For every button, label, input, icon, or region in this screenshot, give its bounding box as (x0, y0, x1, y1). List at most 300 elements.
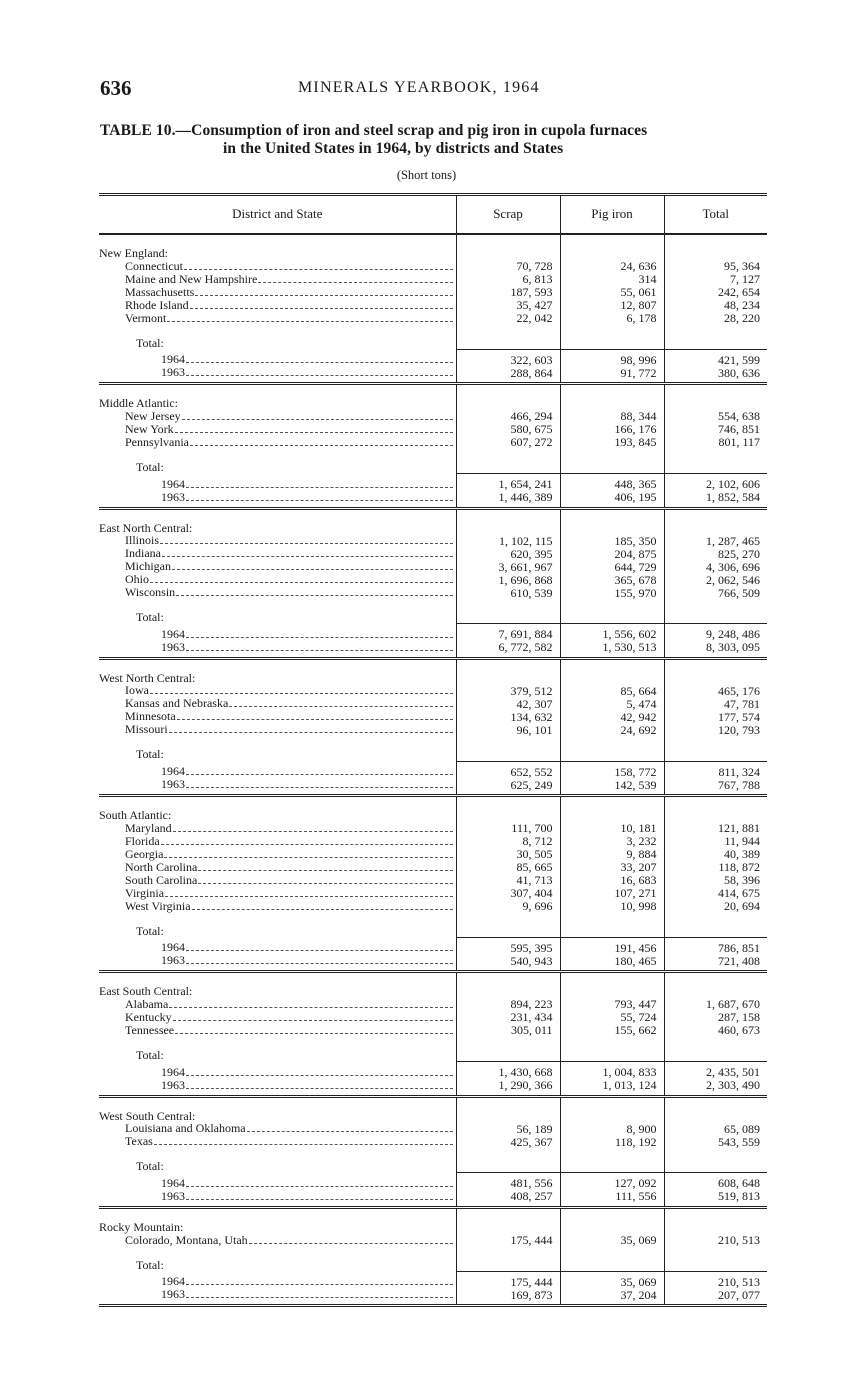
total-year-row (99, 366, 767, 384)
state-total-value: 28, 220 (664, 312, 767, 325)
dot-leader (176, 594, 452, 596)
total-year-row (99, 491, 767, 509)
state-name-cell (99, 710, 456, 723)
dot-leader (160, 542, 452, 544)
total-pig-iron-value: 158, 772 (560, 761, 664, 778)
state-total-value: 58, 396 (664, 874, 767, 887)
district-name: East South Central: (99, 984, 193, 998)
district-row (99, 384, 767, 410)
dot-leader (186, 636, 453, 638)
state-pig-iron-value: 35, 069 (560, 1234, 664, 1247)
state-name: Colorado, Montana, Utah (125, 1233, 248, 1247)
state-row (99, 1024, 767, 1037)
total-scrap-value: 6, 772, 582 (456, 641, 560, 659)
total-year-leader (161, 353, 456, 366)
state-scrap-value: 580, 675 (456, 423, 560, 436)
state-total-value: 746, 851 (664, 423, 767, 436)
state-name-cell (99, 874, 456, 887)
empty-cell (456, 913, 560, 938)
state-name: Michigan (125, 560, 171, 574)
state-total-value: 287, 158 (664, 1011, 767, 1024)
total-total-value: 767, 788 (664, 778, 767, 796)
state-name: Illinois (125, 534, 160, 548)
state-row (99, 723, 767, 736)
total-pig-iron-value: 35, 069 (560, 1271, 664, 1288)
state-name-leader (125, 1122, 456, 1135)
total-year-row (99, 473, 767, 490)
empty-cell (560, 972, 664, 998)
total-pig-iron-value: 191, 456 (560, 937, 664, 954)
total-pig-iron-value: 406, 195 (560, 491, 664, 509)
total-total-value: 8, 303, 095 (664, 641, 767, 659)
dot-leader (186, 1074, 453, 1076)
state-total-value: 554, 638 (664, 410, 767, 423)
state-name-leader (125, 260, 456, 273)
total-pig-iron-value: 1, 013, 124 (560, 1079, 664, 1097)
total-label-row (99, 325, 767, 350)
empty-cell (456, 1247, 560, 1272)
state-pig-iron-value: 793, 447 (560, 998, 664, 1011)
state-name-leader (125, 1135, 456, 1148)
dot-leader (169, 1006, 452, 1008)
state-total-value: 543, 559 (664, 1135, 767, 1148)
total-year-leader (161, 641, 456, 654)
total-year-cell (99, 778, 456, 796)
state-scrap-value: 35, 427 (456, 299, 560, 312)
state-row (99, 273, 767, 286)
state-name-cell (99, 723, 456, 736)
state-total-value: 1, 287, 465 (664, 534, 767, 547)
total-year-leader (161, 1288, 456, 1301)
empty-cell (560, 384, 664, 410)
empty-cell (456, 325, 560, 350)
state-total-value: 825, 270 (664, 547, 767, 560)
district-name: Middle Atlantic: (99, 396, 178, 410)
total-year-row (99, 761, 767, 778)
state-name-cell (99, 273, 456, 286)
empty-cell (456, 736, 560, 761)
total-year-cell (99, 954, 456, 972)
state-scrap-value: 30, 505 (456, 848, 560, 861)
total-label: Total: (136, 923, 164, 938)
empty-cell (664, 384, 767, 410)
state-name: Maine and New Hampshire (125, 272, 258, 286)
state-name-cell (99, 560, 456, 573)
total-total-value: 380, 636 (664, 366, 767, 384)
total-year-cell (99, 349, 456, 366)
total-scrap-value: 625, 249 (456, 778, 560, 796)
total-year-leader (161, 478, 456, 491)
state-scrap-value: 70, 728 (456, 260, 560, 273)
total-label-row (99, 1148, 767, 1173)
state-row (99, 684, 767, 697)
state-total-value: 465, 176 (664, 684, 767, 697)
state-scrap-value: 379, 512 (456, 684, 560, 697)
state-pig-iron-value: 365, 678 (560, 573, 664, 586)
state-total-value: 2, 062, 546 (664, 573, 767, 586)
total-year-leader (161, 1079, 456, 1092)
state-name-leader (125, 697, 456, 710)
state-pig-iron-value: 55, 061 (560, 286, 664, 299)
empty-cell (560, 1037, 664, 1062)
state-total-value: 40, 389 (664, 848, 767, 861)
state-pig-iron-value: 3, 232 (560, 835, 664, 848)
total-label: Total: (136, 459, 164, 474)
total-label: Total: (136, 1257, 164, 1272)
total-label-row (99, 736, 767, 761)
district-row (99, 508, 767, 534)
state-name: Massachusetts (125, 285, 195, 299)
total-year-cell (99, 366, 456, 384)
state-scrap-value: 231, 434 (456, 1011, 560, 1024)
total-year: 1963 (161, 1288, 185, 1302)
state-total-value: 1, 687, 670 (664, 998, 767, 1011)
table-title-line1: TABLE 10.—Consumption of iron and steel scrap and pig iron in cupola furnaces (100, 122, 648, 139)
total-scrap-value: 481, 556 (456, 1173, 560, 1190)
state-scrap-value: 111, 700 (456, 822, 560, 835)
state-name-leader (125, 1011, 456, 1024)
total-scrap-value: 408, 257 (456, 1190, 560, 1208)
dot-leader (186, 374, 453, 376)
total-year-cell (99, 1271, 456, 1288)
dot-leader (198, 882, 452, 884)
dot-leader (186, 361, 453, 363)
state-name-leader (125, 861, 456, 874)
state-total-value: 65, 089 (664, 1122, 767, 1135)
state-name: Wisconsin (125, 586, 176, 600)
empty-cell (560, 1148, 664, 1173)
state-row (99, 586, 767, 599)
total-scrap-value: 1, 290, 366 (456, 1079, 560, 1097)
state-name-cell (99, 573, 456, 586)
state-row (99, 534, 767, 547)
state-name: North Carolina (125, 860, 198, 874)
total-year-row (99, 954, 767, 972)
state-pig-iron-value: 166, 176 (560, 423, 664, 436)
state-total-value: 210, 513 (664, 1234, 767, 1247)
empty-cell (560, 1247, 664, 1272)
district-row (99, 1207, 767, 1233)
dot-leader (186, 1283, 453, 1285)
state-scrap-value: 41, 713 (456, 874, 560, 887)
state-pig-iron-value: 314 (560, 273, 664, 286)
state-name-leader (125, 299, 456, 312)
state-name-leader (125, 586, 456, 599)
state-row (99, 410, 767, 423)
dot-leader (186, 949, 453, 951)
state-pig-iron-value: 107, 271 (560, 887, 664, 900)
state-pig-iron-value: 10, 998 (560, 900, 664, 913)
empty-cell (456, 449, 560, 474)
district-name: West North Central: (99, 670, 196, 685)
district-name: Rocky Mountain: (99, 1219, 184, 1234)
state-pig-iron-value: 88, 344 (560, 410, 664, 423)
empty-cell (664, 599, 767, 624)
empty-cell (560, 1096, 664, 1122)
empty-cell (664, 508, 767, 534)
total-total-value: 786, 851 (664, 937, 767, 954)
state-name-leader (125, 998, 456, 1011)
total-year-row (99, 1062, 767, 1079)
state-pig-iron-value: 118, 192 (560, 1135, 664, 1148)
total-year-leader (161, 941, 456, 954)
total-year-cell (99, 473, 456, 490)
dot-leader (195, 294, 452, 296)
state-row (99, 560, 767, 573)
state-scrap-value: 425, 367 (456, 1135, 560, 1148)
state-pig-iron-value: 10, 181 (560, 822, 664, 835)
table-container (99, 193, 767, 1307)
district-name: New England: (99, 246, 168, 260)
state-total-value: 48, 234 (664, 299, 767, 312)
total-year: 1963 (161, 490, 185, 504)
state-pig-iron-value: 185, 350 (560, 534, 664, 547)
state-name-cell (99, 286, 456, 299)
state-row (99, 861, 767, 874)
total-year-cell (99, 937, 456, 954)
state-name-leader (125, 273, 456, 286)
total-year: 1963 (161, 366, 185, 380)
total-pig-iron-value: 1, 004, 833 (560, 1062, 664, 1079)
state-name: Rhode Island (125, 298, 189, 312)
total-label-row (99, 1247, 767, 1272)
dot-leader (190, 444, 453, 446)
column-header-total: Total (664, 195, 767, 235)
state-total-value: 11, 944 (664, 835, 767, 848)
state-scrap-value: 894, 223 (456, 998, 560, 1011)
state-name: Vermont (125, 311, 167, 325)
state-pig-iron-value: 193, 845 (560, 436, 664, 449)
column-header-pig-iron: Pig iron (560, 195, 664, 235)
state-name-cell (99, 835, 456, 848)
state-name: Florida (125, 834, 160, 848)
state-scrap-value: 3, 661, 967 (456, 560, 560, 573)
state-name-leader (125, 848, 456, 861)
total-year-cell (99, 624, 456, 641)
state-total-value: 20, 694 (664, 900, 767, 913)
table-body (99, 234, 767, 1306)
total-year: 1964 (161, 1176, 185, 1190)
dot-leader (249, 1242, 453, 1244)
total-year-row (99, 1288, 767, 1306)
total-scrap-value: 322, 603 (456, 349, 560, 366)
empty-cell (560, 736, 664, 761)
state-scrap-value: 307, 404 (456, 887, 560, 900)
dot-leader (186, 962, 453, 964)
empty-cell (560, 234, 664, 260)
total-scrap-value: 1, 446, 389 (456, 491, 560, 509)
total-scrap-value: 1, 430, 668 (456, 1062, 560, 1079)
total-total-value: 421, 599 (664, 349, 767, 366)
total-year: 1964 (161, 765, 185, 779)
state-name-cell (99, 423, 456, 436)
state-scrap-value: 607, 272 (456, 436, 560, 449)
state-total-value: 414, 675 (664, 887, 767, 900)
dot-leader (169, 731, 453, 733)
state-row (99, 822, 767, 835)
empty-cell (456, 599, 560, 624)
district-name: South Atlantic: (99, 808, 172, 822)
total-year-row (99, 1271, 767, 1288)
total-label: Total: (136, 1048, 164, 1062)
total-year: 1964 (161, 1275, 185, 1289)
empty-cell (560, 325, 664, 350)
dot-leader (162, 555, 453, 557)
total-year-leader (161, 1275, 456, 1288)
state-row (99, 1122, 767, 1135)
total-year-cell (99, 1079, 456, 1097)
total-pig-iron-value: 37, 204 (560, 1288, 664, 1306)
total-scrap-value: 169, 873 (456, 1288, 560, 1306)
state-scrap-value: 620, 395 (456, 547, 560, 560)
dot-leader (175, 1032, 452, 1034)
state-total-value: 7, 127 (664, 273, 767, 286)
state-row (99, 299, 767, 312)
state-pig-iron-value: 33, 207 (560, 861, 664, 874)
total-year-cell (99, 1062, 456, 1079)
total-year-row (99, 624, 767, 641)
state-name-leader (125, 560, 456, 573)
total-year-row (99, 641, 767, 659)
state-name-cell (99, 697, 456, 710)
dot-leader (150, 692, 453, 694)
state-name: New Jersey (125, 409, 181, 423)
empty-cell (664, 1096, 767, 1122)
empty-cell (456, 234, 560, 260)
district-row (99, 972, 767, 998)
total-label: Total: (136, 1159, 164, 1173)
state-name-cell (99, 887, 456, 900)
total-pig-iron-value: 127, 092 (560, 1173, 664, 1190)
state-name-cell (99, 848, 456, 861)
state-name-cell (99, 547, 456, 560)
total-label-row (99, 449, 767, 474)
total-year-leader (161, 1190, 456, 1203)
state-pig-iron-value: 8, 900 (560, 1122, 664, 1135)
state-pig-iron-value: 85, 664 (560, 684, 664, 697)
state-name-cell (99, 1122, 456, 1135)
state-row (99, 1011, 767, 1024)
dot-leader (186, 1185, 453, 1187)
total-label: Total: (136, 610, 164, 624)
state-name-cell (99, 998, 456, 1011)
empty-cell (664, 796, 767, 822)
state-name-cell (99, 312, 456, 325)
state-pig-iron-value: 12, 807 (560, 299, 664, 312)
empty-cell (456, 658, 560, 684)
district-name: East North Central: (99, 520, 193, 535)
total-year-row (99, 937, 767, 954)
state-pig-iron-value: 204, 875 (560, 547, 664, 560)
empty-cell (664, 234, 767, 260)
state-scrap-value: 134, 632 (456, 710, 560, 723)
state-name-leader (125, 900, 456, 913)
state-row (99, 1135, 767, 1148)
empty-cell (560, 913, 664, 938)
state-name: West Virginia (125, 899, 191, 913)
state-scrap-value: 56, 189 (456, 1122, 560, 1135)
dot-leader (182, 418, 453, 420)
total-year: 1963 (161, 1189, 185, 1203)
state-scrap-value: 466, 294 (456, 410, 560, 423)
state-name: Louisiana and Oklahoma (125, 1122, 246, 1136)
empty-cell (560, 796, 664, 822)
state-name: Maryland (125, 821, 172, 835)
dot-leader (186, 1198, 453, 1200)
state-name-cell (99, 1135, 456, 1148)
state-name-leader (125, 874, 456, 887)
state-row (99, 1234, 767, 1247)
total-year: 1964 (161, 1065, 185, 1079)
state-name: New York (125, 422, 174, 436)
total-year-row (99, 1173, 767, 1190)
dot-leader (247, 1130, 453, 1132)
total-pig-iron-value: 1, 556, 602 (560, 624, 664, 641)
state-name-cell (99, 684, 456, 697)
state-pig-iron-value: 42, 942 (560, 710, 664, 723)
dot-leader (186, 786, 453, 788)
total-pig-iron-value: 448, 365 (560, 473, 664, 490)
table-title (100, 122, 790, 158)
district-row (99, 796, 767, 822)
total-year-cell (99, 1190, 456, 1208)
state-name-leader (125, 547, 456, 560)
empty-cell (664, 1037, 767, 1062)
state-name-leader (125, 723, 456, 736)
state-name-cell (99, 822, 456, 835)
total-pig-iron-value: 180, 465 (560, 954, 664, 972)
state-scrap-value: 1, 696, 868 (456, 573, 560, 586)
state-name-leader (125, 573, 456, 586)
state-row (99, 423, 767, 436)
state-row (99, 286, 767, 299)
empty-cell (456, 384, 560, 410)
state-total-value: 801, 117 (664, 436, 767, 449)
total-label-row (99, 599, 767, 624)
state-row (99, 998, 767, 1011)
state-row (99, 436, 767, 449)
state-name: Minnesota (125, 710, 176, 724)
total-year-leader (161, 778, 456, 791)
state-row (99, 835, 767, 848)
empty-cell (664, 449, 767, 474)
total-year-row (99, 778, 767, 796)
state-name-cell (99, 900, 456, 913)
state-name-leader (125, 286, 456, 299)
dot-leader (150, 581, 453, 583)
total-year: 1963 (161, 954, 185, 968)
total-year-cell (99, 641, 456, 659)
state-row (99, 573, 767, 586)
state-name-leader (125, 436, 456, 449)
state-pig-iron-value: 5, 474 (560, 697, 664, 710)
empty-cell (664, 736, 767, 761)
state-total-value: 120, 793 (664, 723, 767, 736)
state-row (99, 887, 767, 900)
state-scrap-value: 1, 102, 115 (456, 534, 560, 547)
state-name: Georgia (125, 847, 164, 861)
dot-leader (186, 499, 453, 501)
state-total-value: 121, 881 (664, 822, 767, 835)
state-name-cell (99, 586, 456, 599)
total-year-cell (99, 761, 456, 778)
state-row (99, 874, 767, 887)
state-name: Connecticut (125, 259, 183, 273)
dot-leader (198, 869, 452, 871)
state-pig-iron-value: 6, 178 (560, 312, 664, 325)
total-year: 1963 (161, 778, 185, 792)
empty-cell (456, 1207, 560, 1233)
